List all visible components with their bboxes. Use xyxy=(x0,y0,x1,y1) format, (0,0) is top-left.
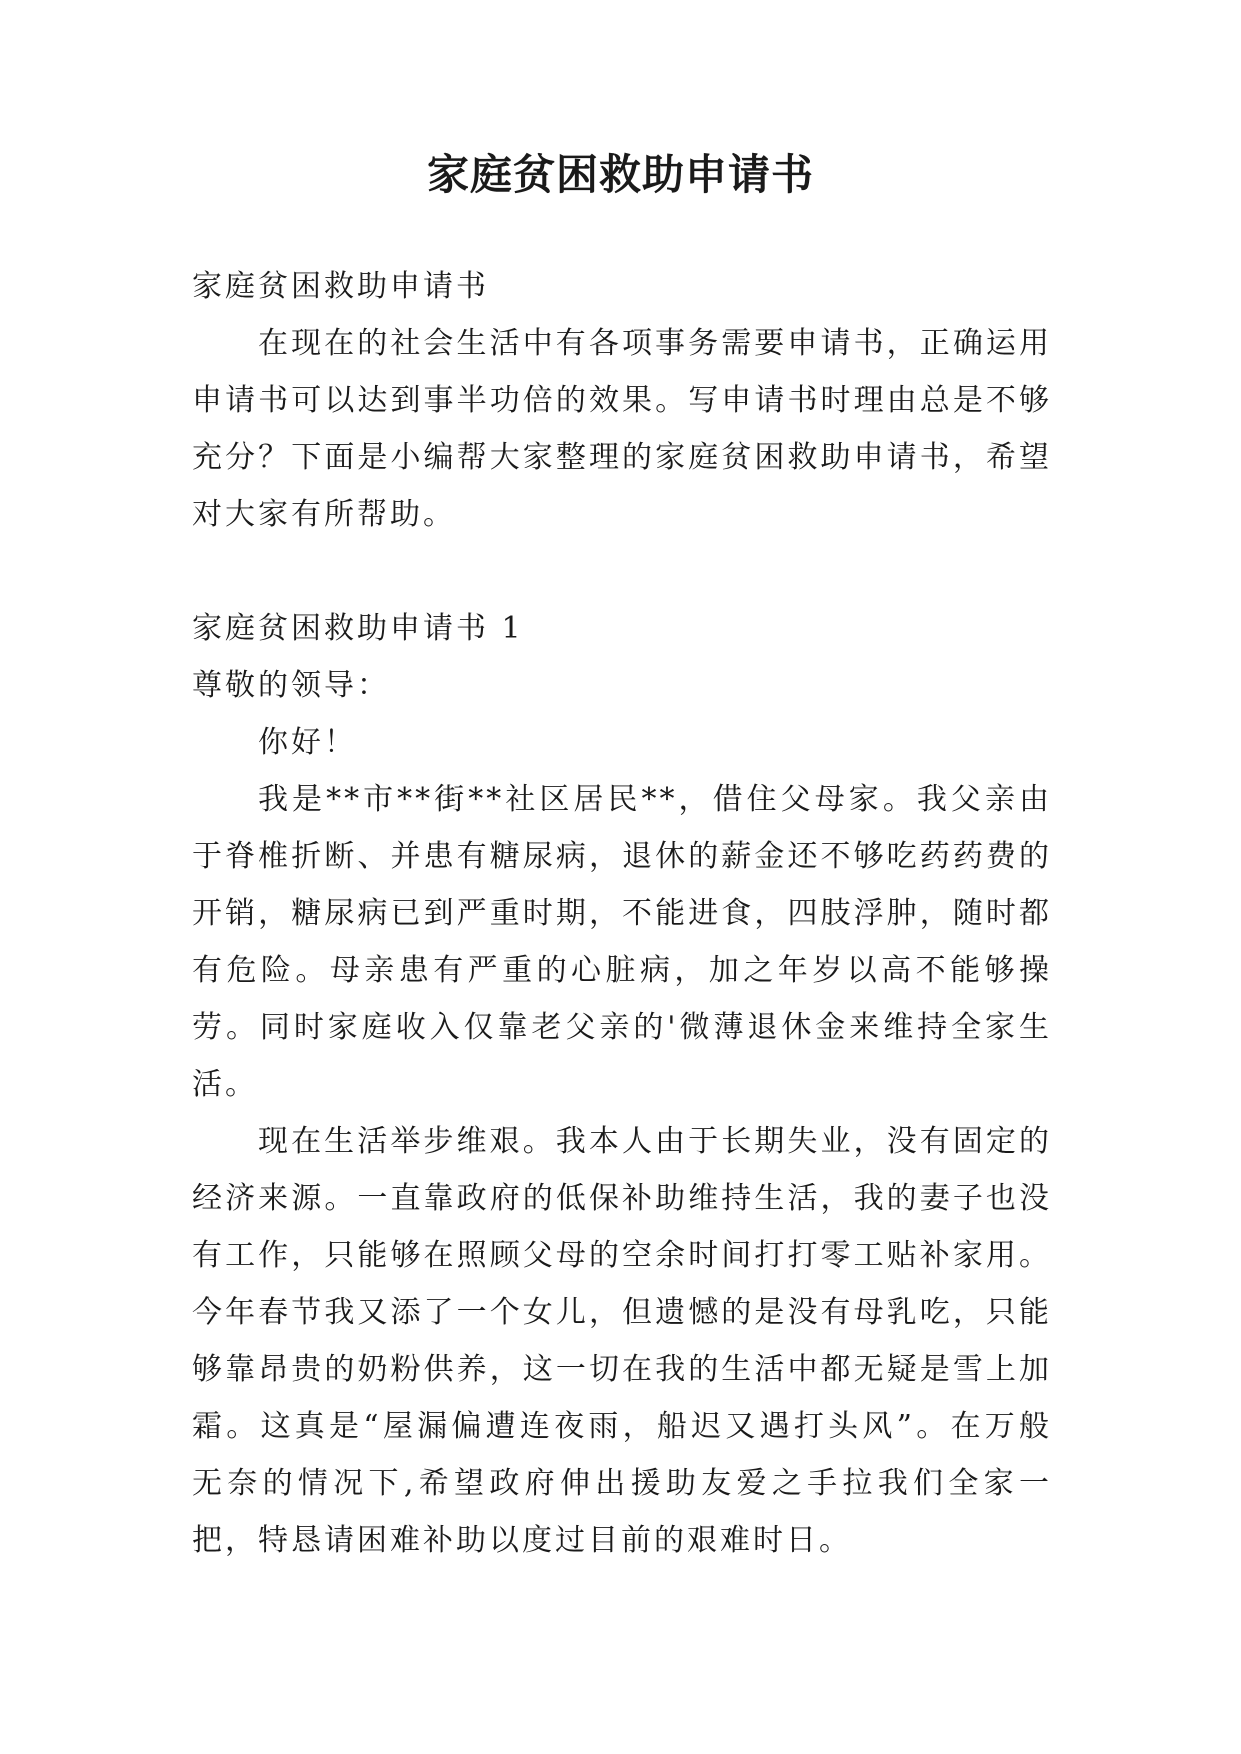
paragraph-spacer xyxy=(192,543,1052,600)
greeting: 你好！ xyxy=(258,725,357,760)
body-paragraph-2: 现在生活举步维艰。我本人由于长期失业，没有固定的经济来源。一直靠政府的低保补助维持生活，我的妻子也没有工作，只能够在照顾父母的空余时间打打零工贴补家用。今年春节我又添了一个女儿，但遗憾的是没有母乳吃，只能够靠昂贵的奶粉供养，这一切在我的生活中都无疑是雪上加霜。这真是“屋漏偏遭连夜雨，船迟又遇打头风”。在万般无奈的情况下,希望政府伸出援助友爱之手拉我们全家一把，特恳请困难补助以度过目前的艰难时日。 xyxy=(192,1124,1052,1558)
document-title: 家庭贫困救助申请书 xyxy=(426,150,814,199)
intro-paragraph: 在现在的社会生活中有各项事务需要申请书，正确运用申请书可以达到事半功倍的效果。写申请书时理由总是不够充分？下面是小编帮大家整理的家庭贫困救助申请书，希望对大家有所帮助。 xyxy=(192,326,1052,532)
salutation: 尊敬的领导： xyxy=(192,668,390,703)
body-paragraph-1: 我是**市**街**社区居民**，借住父母家。我父亲由于脊椎折断、并患有糖尿病，退休的薪金还不够吃药药费的开销，糖尿病已到严重时期，不能进食，四肢浮肿，随时都有危险。母亲患有严重的心脏病，加之年岁以高不能够操劳。同时家庭收入仅靠老父亲的'微薄退休金来维持全家生活。 xyxy=(192,782,1052,1102)
document-subtitle: 家庭贫困救助申请书 xyxy=(192,269,489,304)
section-heading: 家庭贫困救助申请书 1 xyxy=(192,611,524,646)
document-body xyxy=(192,258,1052,1569)
